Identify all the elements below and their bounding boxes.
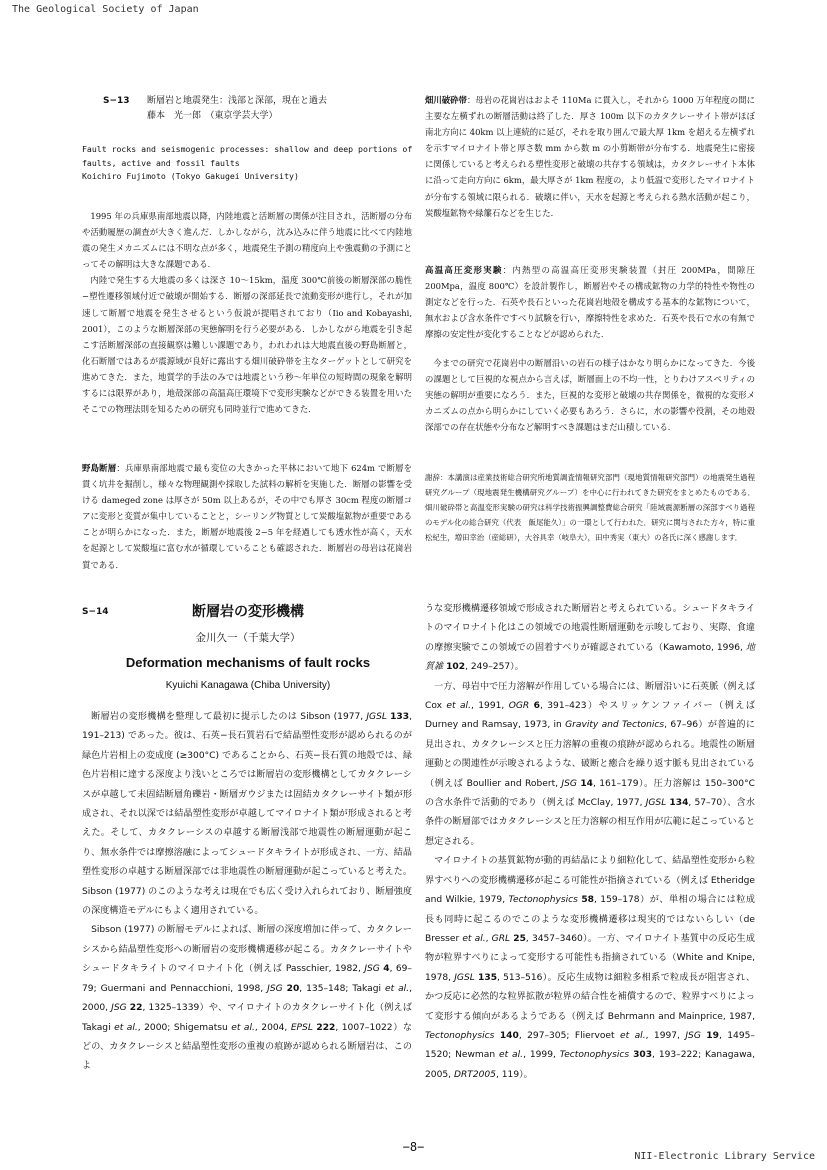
s13-nojima-label: 野島断層 <box>82 463 117 473</box>
s13-conclusion-section <box>425 355 755 435</box>
s13-hatagawa-text: ：母岩の花崗岩はおよそ 110Ma に貫入し，それから 1000 万年程度の間に主要な左横ずれの断層活動は終了した．厚さ 100m 以下のカタクレーサイト帯がほぼ南北方向に 40km 以上連続的に延び，それを取り囲んで最大厚 1km を超える左横ずれを示すマイロナイト帯と厚さ数 mm から数 m の小剪断帯が分布する．地震発生に密接に関係していると考えられる塑性変形と破壊の共存する領域は，カタクレーサイト本体に沿って走向方向に 6km，最大厚さが 1km 程度の，より低温で変形したマイロナイトが分布する領域に限られる．破壊に伴い，天水を起源と考えられる熱水活動が起こり，炭酸塩鉱物や緑簾石などを生じた． <box>425 95 756 218</box>
s13-acknowledgement <box>425 470 755 545</box>
s13-author-jp: 藤本 光一郎 （東京学芸大学） <box>147 111 278 121</box>
s13-title-en-line1: Fault rocks and seismogenic processes: shallow and deep portions of <box>82 144 413 154</box>
s14-author-jp: 金川久一（千葉大学） <box>195 632 301 644</box>
s13-title-jp: 断層岩と地震発生：浅部と深部，現在と過去 <box>147 96 328 106</box>
s13-ack-text: 謝辞：本講演は産業技術総合研究所地質調査情報研究部門（現地質情報研究部門）の地震発生過程研究グループ（現地震発生機構研究グループ）を中心に行われてきた研究をまとめたものである．畑川破砕帯と高温変形実験の研究は科学技術振興調整費総合研究「陸域震源断層の深部すべり過程のモデル化の総合研究（代表 飯尾能久）」の一環として行われた．研究に関与された方々，特に重松紀生，増田幸治（産総研），大谷具幸（岐阜大），田中秀実（東大）の各氏に深く感謝します． <box>425 473 755 542</box>
s13-paragraph-5 <box>425 262 755 342</box>
page-number: −8− <box>402 1140 425 1154</box>
s13-code: S−13 <box>103 96 130 106</box>
s14-paragraph-5: マイロナイトの基質鉱物が動的再結晶により細粒化して、結晶塑性変形から粒界すべりへの変形機構遷移が起こる可能性が指摘されている（例えば Etheridge and Wilkie, 1979, Tectonophysics 58, 159–178）が、単相の場合には粒成長も同時に起こるのでこのような変形機構遷移は現実的ではないらしい（de Bresser et al., GRL 25, 3457–3460）。一方、マイロナイト基質中の反応生成物が粒界すべりによって変形する可能性も指摘されている（White and Knipe, 1978, JGSL 135, 513–516）。反応生成物は細粒多相系で粒成長が阻害され、かつ反応に必然的な粒界拡散が粒界の結合性を補償するので、粒界すべりによって変形する傾向があるようである（例えば Behrmann and Mainprice, 1987, Tectonophysics 140, 297–305; Fliervoet et al., 1997, JSG 19, 1495–1520; Newman et al., 1999, Tectonophysics 303, 193–222; Kanagawa, 2005, DRT2005, 119）。 <box>425 856 755 1080</box>
s14-author-en: Kyuichi Kanagawa (Chiba University) <box>165 680 331 691</box>
s13-left-column <box>82 208 412 417</box>
s13-experiment-label: 高温高圧変形実験 <box>425 265 503 275</box>
s13-paragraph-2: 内陸で発生する大地震の多くは深さ 10〜15km，温度 300℃前後の断層深部の脆性−塑性遷移領域付近で破壊が開始する．断層の深部延長で流動変形が進行し，それが加速して断層で地震を発生させるという仮説が提唱されており（Iio and Kobayashi, 2001），このような断層深部の実態解明を行う必要がある．しかしながら地震を引き起こす活断層深部の直接観察は難しい課題であり，われわれは大地震直後の野島断層と，化石断層ではあるが震源域が良好に露出する畑川破砕帯を主なターゲットとして研究を進めてきた．また，地質学的手法のみでは地震という秒〜年単位の短時間の現象を解明するには限界があり，地殻深部の高温高圧環境下で変形実験などができる装置を用いたそこでの物理法則を知るための研究も同時並行で進めてきた． <box>82 275 412 415</box>
s13-paragraph-4 <box>425 92 755 221</box>
s14-title-en: Deformation mechanisms of fault rocks <box>125 655 371 670</box>
s14-paragraph-3: うな変形機構遷移領域で形成された断層岩と考えられている。シュードタキライトのマイロナイト化はこの領域での地震性断層運動を示唆しており、実際、食違の摩擦実験でこの領域での固着すべりが確認されている（Kawamoto, 1996, 地質雑 102, 249–257）。 <box>425 604 755 673</box>
s14-code: S−14 <box>82 607 109 617</box>
s13-paragraph-1: 1995 年の兵庫県南部地震以降，内陸地震と活断層の関係が注目され，活断層の分布や活動履歴の調査が大きく進んだ．しかしながら，沈み込みに伴う地震に比べて内陸地震の発生メカニズムには不明な点が多く，地震発生予測の精度向上や強震動の予測にとってその解明は大きな課題である． <box>82 211 412 270</box>
s14-right-column <box>425 600 755 1085</box>
s13-title-en-line2: faults, active and fossil faults <box>82 157 240 168</box>
s13-experiment-section <box>425 262 755 342</box>
library-service-footer: NII-Electronic Library Service <box>634 1151 815 1162</box>
s13-nojima-text: ：兵庫県南部地震で最も変位の大きかった平林において地下 624m で断層を貫く坑井を掘削し，様々な物理観測や採取した試料の解析を実施した．断層の影響を受ける dameged zone は厚さが 50m 以上あるが，その中でも厚さ 30cm 程度の断層コアに変形と変質が集中していることと，シーリング物質として炭酸塩鉱物が重要であることが明らかになった．また，断層が地震後 2−5 年を経過しても透水性が高く，天水を起源として炭酸塩に富む水が循環していることも確認された．断層岩の母岩は花崗岩質である． <box>82 463 413 570</box>
s13-paragraph-6: 今までの研究で花崗岩中の断層沿いの岩石の様子はかなり明らかになってきた．今後の課題として巨視的な視点から言えば，断層面上の不均一性，とりわけアスペリティの実態の解明が重要になろう．また，巨視的な変形と破壊の共存関係を，微視的な変形メカニズムの点から明らかにしていく必要もあろう．さらに，水の影響や役割，その地殻深部での存在状態や分布など解明すべき課題はまだ山積している． <box>425 358 755 433</box>
s13-experiment-text: ：内熱型の高温高圧変形実験装置（封圧 200MPa，間隙圧 200Mpa，温度 800℃）を設計製作し，断層岩やその構成鉱物の力学的特性や物性の測定などを行った．石英や長石といった花崗岩地殻を構成する基本的な鉱物について，無水および含水条件ですべり試験を行い，摩擦特性を求めた．石英や長石で水の有無で摩擦の安定性が変化することなどが認められた． <box>425 265 755 340</box>
s13-hatagawa-section <box>425 92 755 221</box>
society-header: The Geological Society of Japan <box>12 4 199 15</box>
s13-hatagawa-label: 畑川破砕帯 <box>425 95 467 105</box>
s13-english-heading <box>82 143 422 184</box>
s13-paragraph-3 <box>82 460 412 573</box>
s13-nojima-section <box>82 460 412 573</box>
s14-paragraph-2: Sibson (1977) の断層モデルによれば、断層の深度増加に伴って、カタクレーシスから結晶塑性変形への断層岩の変形機構遷移が起こる。カタクレーサイトやシュードタキライトのマイロナイト化（例えば Passchier, 1982, JSG 4, 69–79; Guermani and Pennacchioni, 1998, JSG 20, 135–148; Takagi et al., 2000, JSG 22, 1325–1339）や、マイロナイトのカタクレーサイト化（例えば Takagi et al., 2000; Shigematsu et al., 2004, EPSL 222, 1007–1022）などの、カタクレーシスと結晶塑性変形の重複の痕跡が認められる断層岩は、このよ <box>82 925 412 1072</box>
s14-paragraph-1: 断層岩の変形機構を整理して最初に提示したのは Sibson (1977, JGSL 133, 191–213) であった。彼は、石英−長石質岩石で結晶塑性変形が認められるのが緑色片岩相上の変成度 (≥300°C) であることから、石英−長石質の地殻では、緑色片岩相に達する深度より浅いところでは断層岩の変形機構としてカタクレーシスが卓越して未固結断層角礫岩・断層ガウジまたは固結カタクレーサイト類が形成され、それ以深では結晶塑性変形が卓越してマイロナイト類が形成されると考えた。そして、カタクレーシスの卓越する断層浅部で地震性の断層運動が起こり、無水条件では摩擦溶融によってシュードタキライトが形成され、一方、結晶塑性変形の卓越する断層深部では非地震性の断層運動が起こっていると考えた。Sibson (1977) のこのような考えは現在でも広く受け入れられており、断層強度の深度構造モデルにもよく適用されている。 <box>82 712 412 917</box>
s13-author-en: Koichiro Fujimoto (Tokyo Gakugei University) <box>82 171 299 181</box>
s14-left-column <box>82 708 412 1077</box>
s14-paragraph-4: 一方、母岩中で圧力溶解が作用している場合には、断層沿いに石英脈（例えば Cox et al., 1991, OGR 6, 391–423）やスリッケンファイバー（例えば Durney and Ramsay, 1973, in Gravity and Tectonics, 67–96）が普遍的に見出され、カタクレーシスと圧力溶解の重複の痕跡が認められる。地震性の断層運動との関連性が示唆されるような、破断と癒合を繰り返す脈も見出されている（例えば Boullier and Robert, JSG 14, 161–179）。圧力溶解は 150–300°C の含水条件で活動的であり（例えば McClay, 1977, JGSL 134, 57–70）、含水条件の断層部ではカタクレーシスと圧力溶解の相互作用が広範に起こっていると想定される。 <box>425 681 755 847</box>
s14-title-jp: 断層岩の変形機構 <box>192 604 304 620</box>
